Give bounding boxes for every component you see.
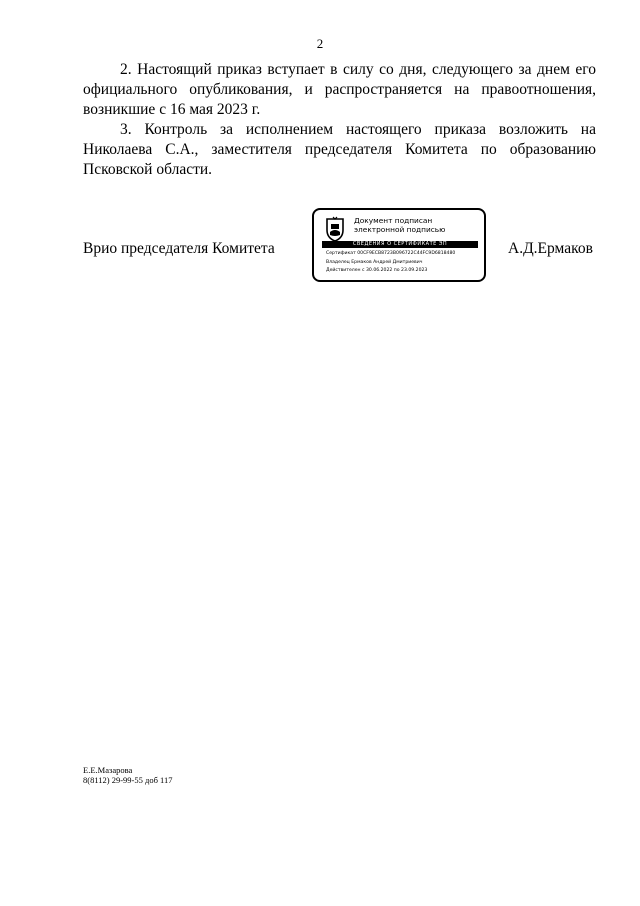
signatory-position: Врио председателя Комитета <box>83 240 275 257</box>
stamp-owner: Владелец Ермаков Андрей Дмитриевич <box>326 260 423 265</box>
executor-name: Е.Е.Мазарова <box>83 765 133 775</box>
paragraph-3 <box>83 120 596 180</box>
signatory-name: А.Д.Ермаков <box>508 240 593 257</box>
executor-phone: 8(8112) 29-99-55 доб 117 <box>83 775 173 785</box>
electronic-signature-stamp <box>312 208 486 282</box>
page-number: 2 <box>316 36 324 51</box>
coat-of-arms-icon <box>324 216 346 242</box>
stamp-validity: Действителен с 30.06.2022 по 23.09.2023 <box>326 268 428 273</box>
stamp-title <box>354 216 445 234</box>
paragraph-3-text: 3. Контроль за исполнением настоящего приказа возложить на Николаева С.А., заместителя председателя Комитета по образованию Псковской области. <box>83 121 596 178</box>
paragraph-2 <box>83 60 596 120</box>
stamp-title-line1: Документ подписан <box>354 216 433 225</box>
executor-info <box>83 765 172 785</box>
stamp-certificate: Сертификат 00CF9ECB8723B096722C44FC9D6818480 <box>326 251 456 256</box>
stamp-title-line2: электронной подписью <box>354 225 446 234</box>
stamp-bar: СВЕДЕНИЯ О СЕРТИФИКАТЕ ЭП <box>322 241 478 248</box>
paragraph-2-text: 2. Настоящий приказ вступает в силу со дня, следующего за днем его официального опубликования, и распространяется на правоотношения, возникшие с 16 мая 2023 г. <box>83 61 596 118</box>
